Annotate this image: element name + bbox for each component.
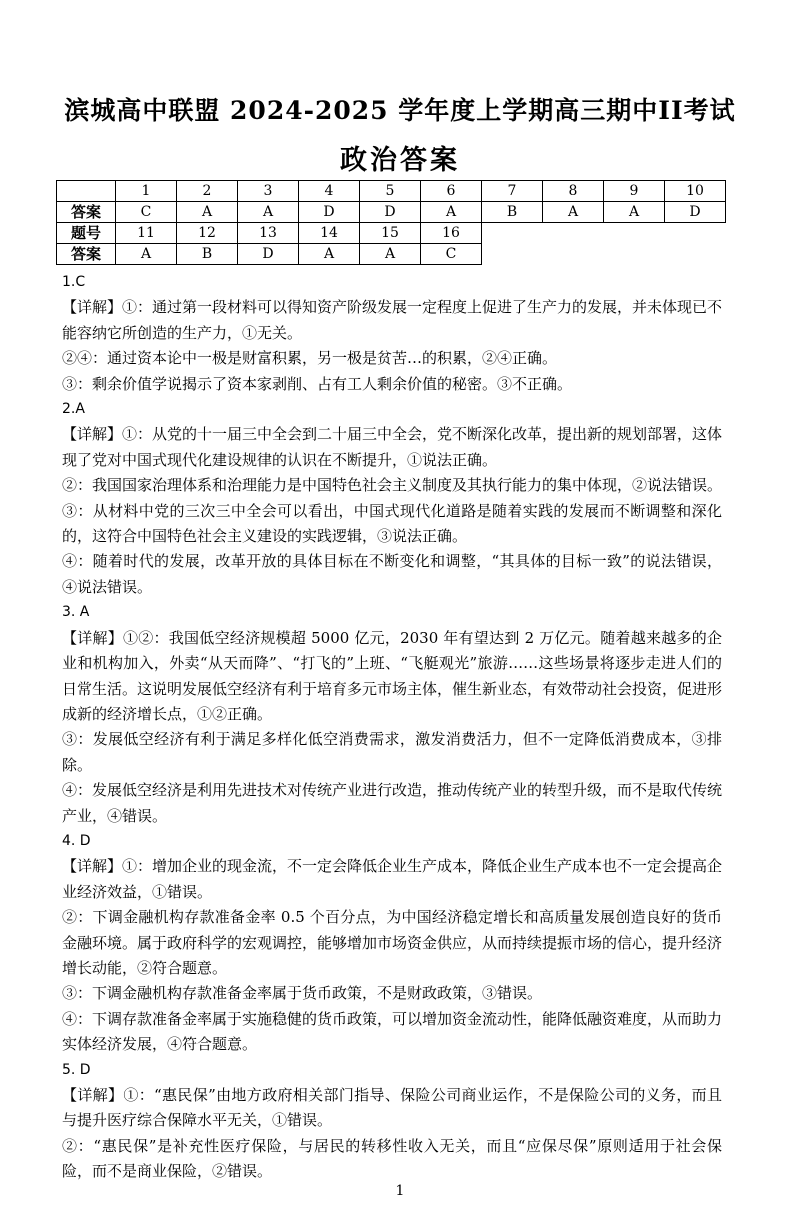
question-number: 1.C (62, 274, 86, 290)
subject-title: 政治答案 (340, 145, 460, 176)
explanation-paragraph: ③：从材料中党的三次三中全会可以看出，中国式现代化道路是随着实践的发展而不断调整和深化的，这符合中国特色社会主义建设的实践逻辑，③说法正确。 (62, 501, 722, 546)
table-row (57, 244, 726, 265)
answer-cell: C (116, 202, 177, 223)
answer-cell: D (665, 202, 726, 223)
explanation-paragraph: 【详解】①②：我国低空经济规模超 5000 亿元，2030 年有望达到 2 万亿元。随着越来越多的企业和机构加入，外卖“从天而降”、“打飞的”上班、“飞艇观光”旅游……这些场景将逐步走进人们的日常生活。这说明发展低空经济有利于培育多元市场主体，催生新业态，有效带动社会投资，促进形成新的经济增长点，①②正确。 (62, 628, 723, 723)
explanation-paragraph: ③：剩余价值学说揭示了资本家剥削、占有工人剩余价值的秘密。③不正确。 (62, 374, 573, 393)
question-number-cell: 2 (177, 181, 238, 202)
exam-title: 滨城高中联盟 2024-2025 学年度上学期高三期中II考试 (64, 96, 736, 125)
answer-cell: A (177, 202, 238, 223)
question-number: 3. A (62, 604, 90, 621)
table-corner-cell (57, 181, 116, 202)
answer-cell: A (238, 202, 299, 223)
explanation-paragraph: ③：发展低空经济有利于满足多样化低空消费需求，激发消费活力，但不一定降低消费成本，③排除。 (62, 730, 722, 774)
question-number-cell: 7 (482, 181, 543, 202)
explanation-paragraph: ②④：通过资本论中一极是财富积累，另一极是贫苦…的积累，②④正确。 (62, 349, 558, 368)
explanation-paragraph: ④：随着时代的发展，改革开放的具体目标在不断变化和调整，“其具体的目标一致”的说法错误，④说法错误。 (62, 552, 722, 596)
answer-cell: A (604, 202, 665, 223)
explanation-paragraph: 【详解】①：通过第一段材料可以得知资产阶级发展一定程度上促进了生产力的发展，并未体现已不能容纳它所创造的生产力，①无关。 (62, 298, 723, 342)
question-number-cell: 13 (238, 223, 299, 244)
question-number: 5. D (62, 1061, 91, 1078)
answer-cell: D (238, 244, 299, 265)
answer-cell: D (299, 202, 360, 223)
answer-cell: A (360, 244, 421, 265)
answer-cell: A (299, 244, 360, 265)
table-empty-area (482, 223, 726, 244)
explanation-paragraph: ④：发展低空经济是利用先进技术对传统产业进行改造，推动传统产业的转型升级，而不是取代传统产业，④错误。 (62, 781, 723, 825)
explanation-paragraph: ④：下调存款准备金率属于实施稳健的货币政策，可以增加资金流动性，能降低融资难度，从而助力实体经济发展，④符合题意。 (62, 1009, 723, 1054)
table-row (57, 223, 726, 244)
explanation-paragraph: ②：“惠民保”是补充性医疗保险，与居民的转移性收入无关，而且“应保尽保”原则适用于社会保险，而不是商业保险，②错误。 (62, 1136, 722, 1181)
explanation-paragraph: ②：我国国家治理体系和治理能力是中国特色社会主义制度及其执行能力的集中体现，②说法错误。 (62, 476, 723, 495)
explanation-paragraph: ③：下调金融机构存款准备金率属于货币政策，不是财政政策，③错误。 (62, 984, 543, 1003)
question-number-cell: 10 (665, 181, 726, 202)
table-row (57, 181, 726, 202)
question-number-cell: 12 (177, 223, 238, 244)
answer-cell: C (421, 244, 482, 265)
question-number-cell: 5 (360, 181, 421, 202)
answer-cell: A (421, 202, 482, 223)
answer-cell: A (543, 202, 604, 223)
answer-cell: D (360, 202, 421, 223)
table-row (57, 202, 726, 223)
question-number-cell: 3 (238, 181, 299, 202)
page-number: 1 (395, 1183, 405, 1199)
question-number-cell: 15 (360, 223, 421, 244)
answer-cell: B (482, 202, 543, 223)
answer-cell: A (116, 244, 177, 265)
question-number-cell: 4 (299, 181, 360, 202)
question-number-cell: 8 (543, 181, 604, 202)
question-number: 4. D (62, 832, 91, 849)
explanations (62, 270, 722, 1185)
question-number-cell: 9 (604, 181, 665, 202)
answer-cell: B (177, 244, 238, 265)
question-number-cell: 16 (421, 223, 482, 244)
table-empty-area (482, 244, 726, 265)
row-label-question-number: 题号 (57, 223, 116, 244)
explanation-paragraph: 【详解】①：“惠民保”由地方政府相关部门指导、保险公司商业运作，不是保险公司的义务，而且与提升医疗综合保障水平无关，①错误。 (62, 1086, 722, 1130)
question-number-cell: 1 (116, 181, 177, 202)
question-number-cell: 11 (116, 223, 177, 244)
answer-table (56, 180, 726, 265)
question-number-cell: 6 (421, 181, 482, 202)
explanation-paragraph: ②：下调金融机构存款准备金率 0.5 个百分点，为中国经济稳定增长和高质量发展创造良好的货币金融环境。属于政府科学的宏观调控，能够增加市场资金供应，从而持续提振市场的信心，提升经济增长动能，②符合题意。 (62, 908, 723, 977)
question-number: 2.A (62, 401, 85, 418)
explanation-paragraph: 【详解】①：增加企业的现金流，不一定会降低企业生产成本，降低企业生产成本也不一定会提高企业经济效益，①错误。 (62, 857, 723, 901)
question-number-cell: 14 (299, 223, 360, 244)
row-label-answer: 答案 (57, 244, 116, 265)
explanation-paragraph: 【详解】①：从党的十一届三中全会到二十届三中全会，党不断深化改革，提出新的规划部署，这体现了党对中国式现代化建设规律的认识在不断提升，①说法正确。 (62, 425, 723, 469)
row-label-answer: 答案 (57, 202, 116, 223)
